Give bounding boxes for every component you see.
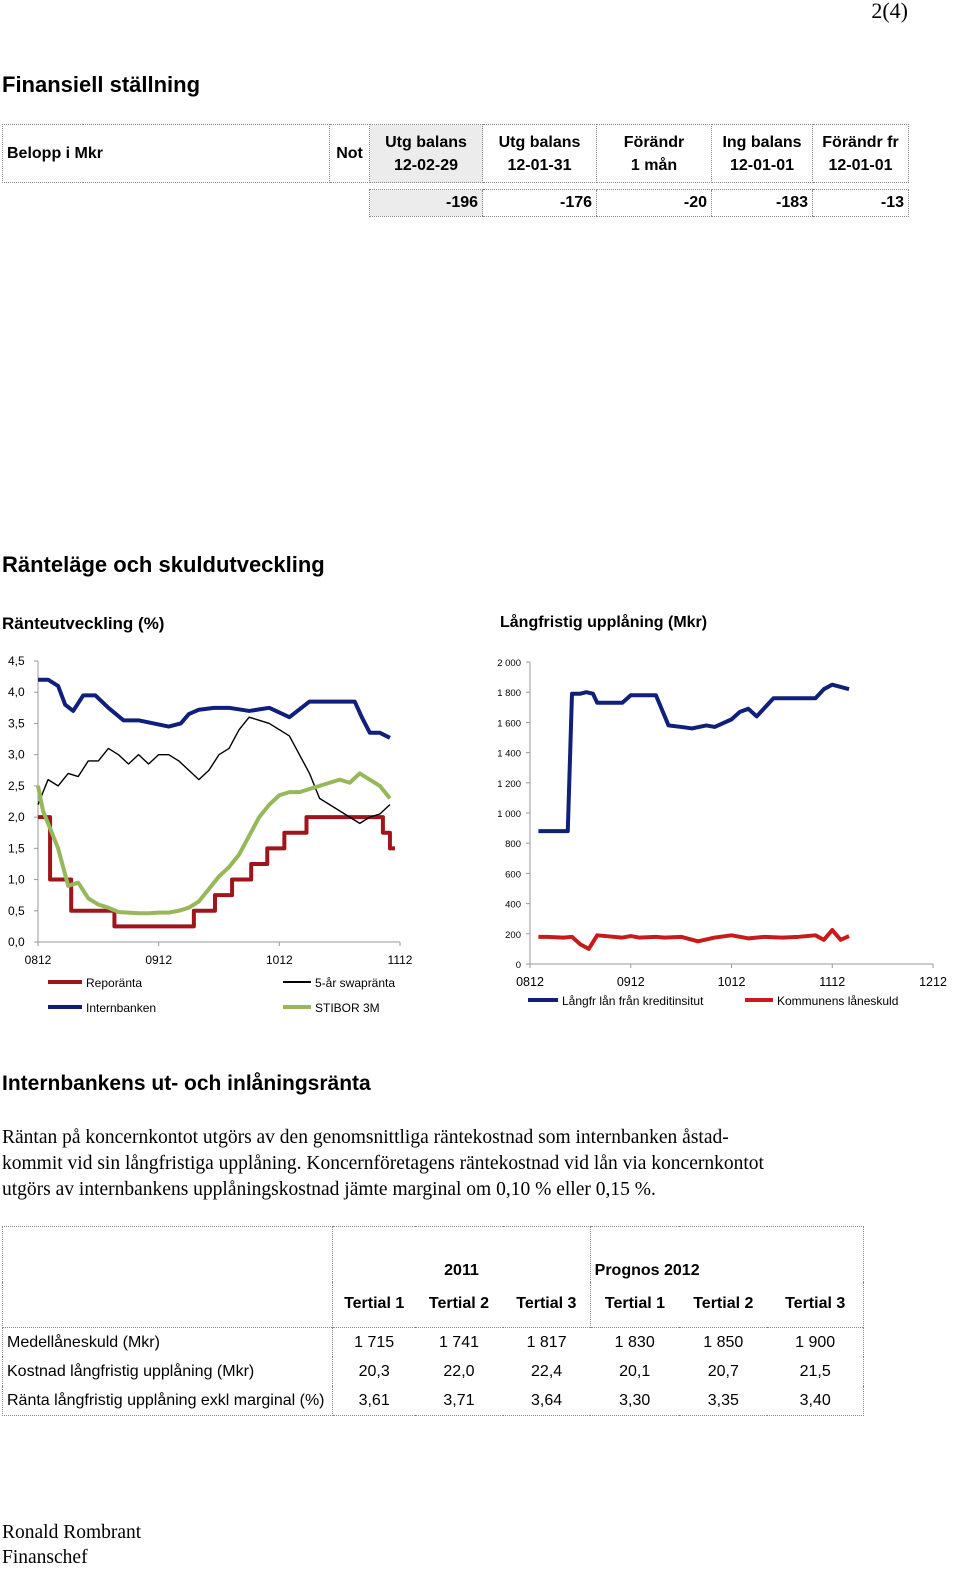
cell-value: 3,35 bbox=[679, 1386, 767, 1416]
column-header: Tertial 3 bbox=[767, 1282, 863, 1328]
x-tick-label: 0812 bbox=[516, 975, 544, 989]
page-number: 2(4) bbox=[871, 0, 908, 23]
net-value: -183 bbox=[712, 190, 813, 217]
column-header: Tertial 2 bbox=[693, 1295, 754, 1313]
signature-role: Finanschef bbox=[2, 1547, 88, 1568]
y-tick-label: 3,5 bbox=[8, 716, 25, 731]
section-title-financial-position: Finansiell ställning bbox=[2, 72, 201, 97]
series-line bbox=[538, 930, 849, 949]
y-tick-label: 0,0 bbox=[8, 935, 25, 949]
x-tick-label: 1212 bbox=[919, 975, 947, 989]
cell-value: 1 715 bbox=[333, 1328, 415, 1358]
section-title-internal-bank: Internbankens ut- och inlåningsränta bbox=[2, 1072, 371, 1095]
y-tick-label: 4,5 bbox=[8, 654, 25, 668]
y-tick-label: 4,0 bbox=[8, 685, 25, 700]
chart1-title: Ränteutveckling (%) bbox=[2, 614, 165, 633]
y-tick-label: 1 400 bbox=[497, 748, 521, 760]
legend-label: Internbanken bbox=[86, 1001, 157, 1015]
y-tick-label: 600 bbox=[505, 869, 521, 881]
row-label: Medellåneskuld (Mkr) bbox=[3, 1328, 333, 1358]
net-value: -20 bbox=[597, 190, 712, 217]
x-tick-label: 1112 bbox=[819, 975, 846, 989]
column-header: Utg balans 12-01-31 bbox=[483, 125, 597, 183]
long-term-borrowing-chart bbox=[488, 648, 958, 1020]
tertial-table bbox=[2, 1226, 864, 1416]
signature-name: Ronald Rombrant bbox=[2, 1522, 142, 1543]
table-row bbox=[3, 1328, 864, 1358]
y-tick-label: 1 200 bbox=[497, 778, 521, 790]
internal-bank-paragraph bbox=[2, 1125, 902, 1203]
series-line bbox=[538, 685, 849, 831]
y-tick-label: 2,5 bbox=[8, 778, 25, 793]
x-tick-label: 1112 bbox=[387, 953, 413, 967]
x-tick-label: 0812 bbox=[24, 953, 52, 967]
cell-value: 1 850 bbox=[679, 1328, 767, 1358]
series-line bbox=[38, 717, 390, 823]
cell-value: 3,40 bbox=[767, 1386, 863, 1416]
row-label: Kostnad långfristig upplåning (Mkr) bbox=[3, 1357, 333, 1386]
y-tick-label: 1 600 bbox=[497, 718, 521, 730]
table-row bbox=[3, 1357, 864, 1386]
series-line bbox=[38, 773, 390, 913]
cell-value: 3,71 bbox=[415, 1386, 503, 1416]
cell-value: 1 900 bbox=[767, 1328, 863, 1358]
series-line bbox=[38, 817, 395, 926]
y-tick-label: 0,5 bbox=[8, 903, 25, 918]
cell-value: 1 741 bbox=[415, 1328, 503, 1358]
cell-value: 20,3 bbox=[358, 1362, 390, 1380]
legend-label: Kommunens låneskuld bbox=[777, 994, 899, 1008]
column-header: Tertial 1 bbox=[344, 1295, 405, 1313]
y-tick-label: 1,5 bbox=[8, 841, 25, 856]
paragraph-line: utgörs av internbankens upplåningskostnad jämte marginal om 0,10 % eller 0,15 %. bbox=[2, 1179, 656, 1200]
y-tick-label: 1 800 bbox=[497, 688, 521, 700]
net-value: -176 bbox=[483, 190, 597, 217]
y-tick-label: 0 bbox=[515, 960, 521, 971]
net-value: -196 bbox=[370, 190, 483, 217]
row-label: Ränta långfristig upplåning exkl marginal (%) bbox=[3, 1386, 333, 1416]
column-header: Tertial 3 bbox=[516, 1295, 577, 1313]
column-header: Tertial 2 bbox=[428, 1295, 490, 1313]
cell-value: 1 830 bbox=[590, 1328, 679, 1358]
x-tick-label: 1012 bbox=[265, 953, 293, 967]
group-header-prognos-2012: Prognos 2012 bbox=[590, 1227, 863, 1282]
x-tick-label: 0912 bbox=[616, 975, 645, 989]
column-header: Förändr 1 mån bbox=[597, 125, 712, 183]
y-tick-label: 200 bbox=[505, 929, 521, 941]
paragraph-line: kommit vid sin långfristiga upplåning. Koncernföretagens räntekostnad vid lån via koncernkontot bbox=[2, 1153, 764, 1174]
column-header: Tertial 1 bbox=[590, 1282, 679, 1328]
cell-value: 3,61 bbox=[333, 1386, 415, 1416]
cell-value: 22,0 bbox=[443, 1362, 475, 1380]
financial-position-table bbox=[2, 124, 909, 217]
y-tick-label: 800 bbox=[505, 839, 521, 851]
section-title-rates: Ränteläge och skuldutveckling bbox=[2, 552, 325, 577]
x-tick-label: 1012 bbox=[717, 975, 746, 989]
column-header: Belopp i Mkr bbox=[3, 125, 330, 183]
y-tick-label: 2 000 bbox=[497, 658, 521, 669]
legend-label: Reporänta bbox=[86, 976, 143, 990]
legend-label: Långfr lån från kreditinsitut bbox=[562, 994, 704, 1008]
interest-rate-chart bbox=[0, 648, 430, 1020]
chart2-title: Långfristig upplåning (Mkr) bbox=[500, 614, 708, 631]
x-tick-label: 0912 bbox=[145, 953, 173, 967]
signature bbox=[2, 1520, 141, 1570]
net-row bbox=[3, 190, 909, 217]
legend-label: STIBOR 3M bbox=[315, 1001, 380, 1015]
y-tick-label: 1 000 bbox=[497, 809, 521, 820]
cell-value: 20,1 bbox=[619, 1362, 651, 1380]
table-row bbox=[3, 1386, 864, 1416]
legend-label: 5-år swapränta bbox=[315, 976, 396, 990]
y-tick-label: 2,0 bbox=[8, 810, 25, 825]
y-tick-label: 3,0 bbox=[8, 747, 25, 762]
cell-value: 3,30 bbox=[590, 1386, 679, 1416]
cell-value: 22,4 bbox=[531, 1362, 563, 1380]
cell-value: 1 817 bbox=[503, 1328, 590, 1358]
column-header: Utg balans 12-02-29 bbox=[370, 125, 483, 183]
column-header: Förändr fr 12-01-01 bbox=[813, 125, 909, 183]
series-line bbox=[38, 680, 390, 738]
column-header: Not bbox=[330, 125, 370, 183]
cell-value: 21,5 bbox=[767, 1357, 863, 1386]
y-tick-label: 1,0 bbox=[8, 872, 25, 887]
cell-value: 3,64 bbox=[503, 1386, 590, 1416]
column-header: Ing balans 12-01-01 bbox=[712, 125, 813, 183]
group-header-2011: 2011 bbox=[333, 1227, 590, 1282]
net-value: -13 bbox=[813, 190, 909, 217]
paragraph-line: Räntan på koncernkontot utgörs av den genomsnittliga räntekostnad som internbanken åstad- bbox=[2, 1127, 729, 1148]
cell-value: 20,7 bbox=[707, 1362, 739, 1380]
table-header-row bbox=[3, 125, 909, 183]
y-tick-label: 400 bbox=[505, 899, 521, 911]
